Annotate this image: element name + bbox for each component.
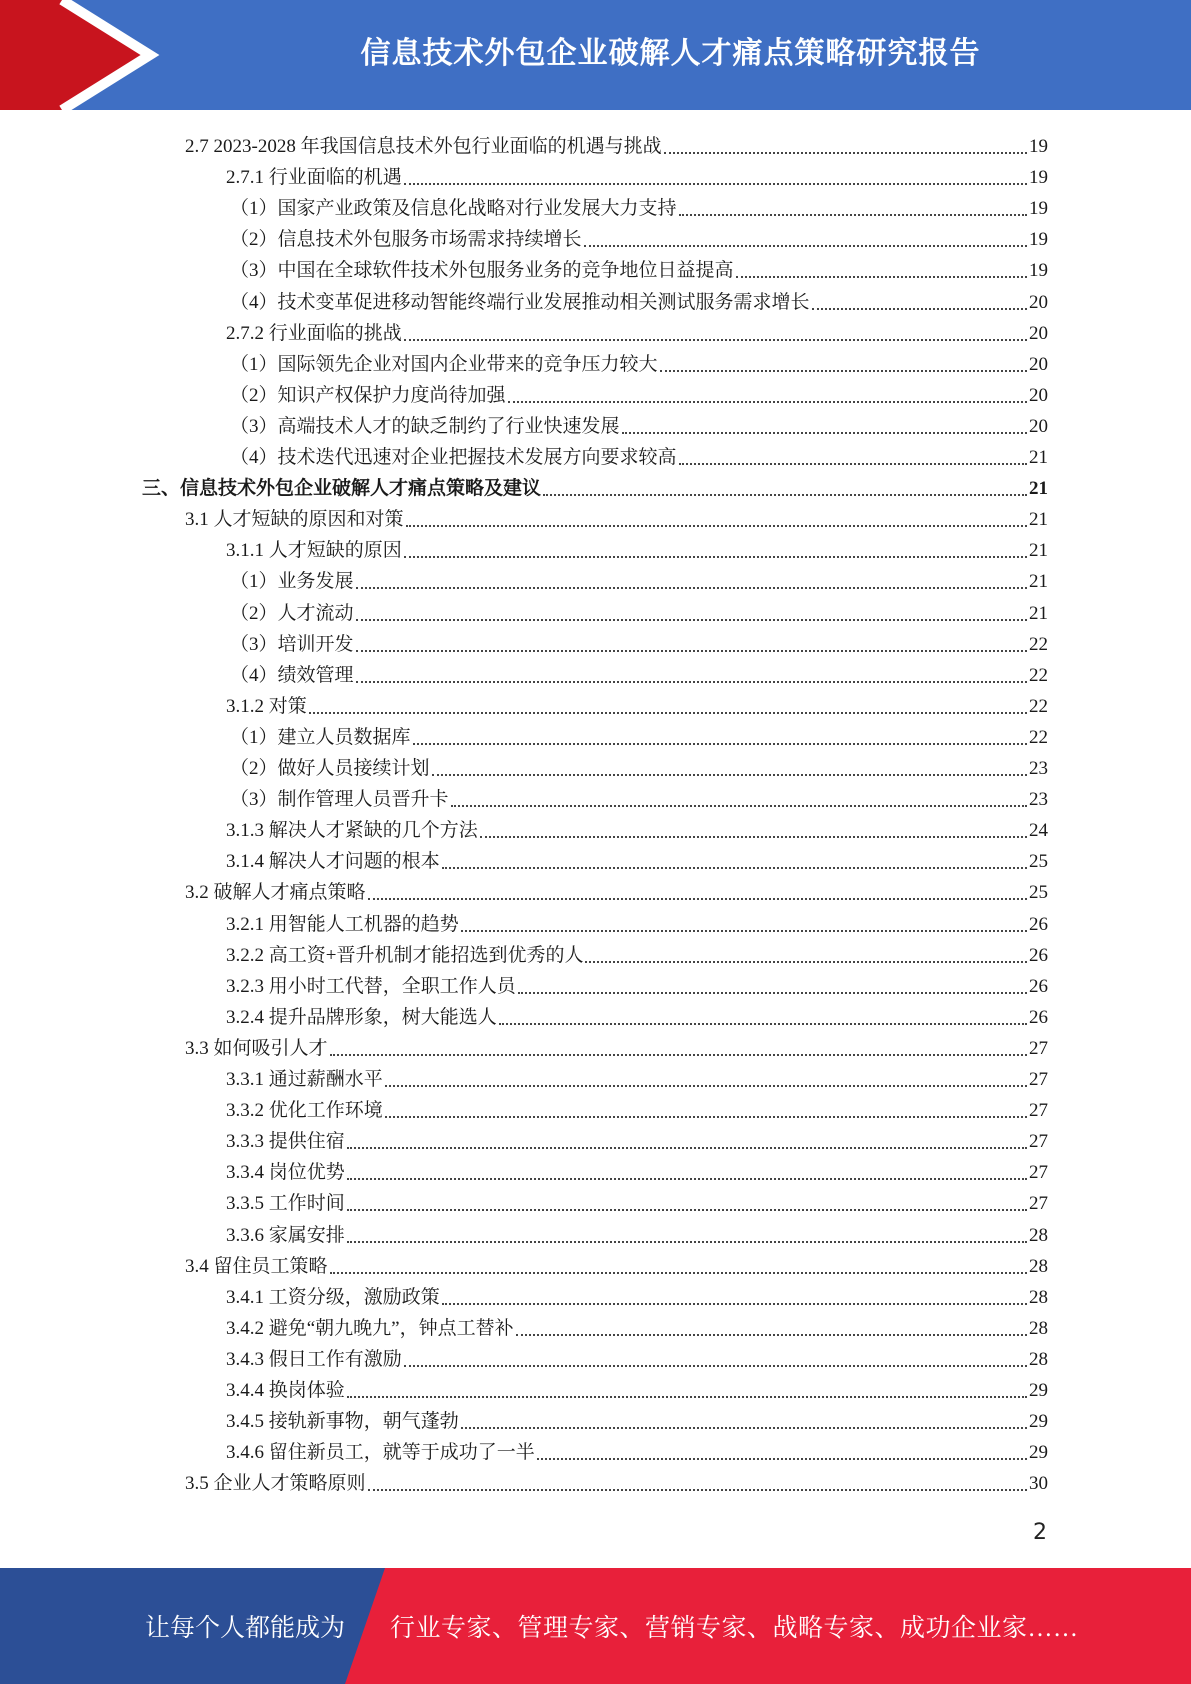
toc-entry[interactable] — [185, 873, 1048, 904]
toc-entry[interactable] — [226, 158, 1048, 189]
toc-entry-page: 21 — [1029, 602, 1048, 624]
toc-entry-label: 三、信息技术外包企业破解人才痛点策略及建议 — [142, 478, 542, 500]
toc-dot-leader — [404, 339, 1027, 341]
toc-entry-page: 26 — [1029, 913, 1048, 935]
toc-entry-page: 19 — [1029, 167, 1048, 189]
toc-entry[interactable] — [226, 1122, 1048, 1153]
toc-entry[interactable] — [230, 780, 1048, 811]
toc-entry[interactable] — [226, 1433, 1048, 1464]
toc-entry-label: 3.3.4 岗位优势 — [226, 1162, 345, 1184]
toc-entry-page: 28 — [1029, 1348, 1048, 1370]
toc-dot-leader — [385, 1085, 1027, 1087]
toc-dot-leader — [442, 867, 1027, 869]
toc-dot-leader — [404, 1365, 1027, 1367]
toc-entry[interactable] — [226, 314, 1048, 345]
toc-entry-label: 3.5 企业人才策略原则 — [185, 1473, 366, 1495]
toc-entry-label: （2）做好人员接续计划 — [230, 758, 430, 779]
toc-entry[interactable] — [226, 1402, 1048, 1433]
toc-entry-page: 27 — [1029, 1100, 1048, 1122]
toc-entry-label: （4）技术迭代迅速对企业把握技术发展方向要求较高 — [230, 447, 677, 468]
toc-entry-page: 23 — [1029, 789, 1048, 811]
toc-entry-page: 28 — [1029, 1286, 1048, 1308]
toc-entry[interactable] — [226, 967, 1048, 998]
toc-entry-label: 3.2.1 用智能人工机器的趋势 — [226, 913, 459, 935]
toc-entry-label: 3.3.2 优化工作环境 — [226, 1100, 383, 1122]
toc-entry-page: 29 — [1029, 1380, 1048, 1401]
toc-entry-label: （1）国际领先企业对国内企业带来的竞争压力较大 — [230, 353, 658, 375]
toc-dot-leader — [385, 1116, 1027, 1118]
toc-entry-label: （2）信息技术外包服务市场需求持续增长 — [230, 229, 582, 251]
toc-entry[interactable] — [226, 1309, 1048, 1340]
toc-entry-page: 30 — [1029, 1473, 1048, 1495]
toc-entry-page: 19 — [1029, 260, 1048, 282]
toc-entry-label: 3.2.3 用小时工代替，全职工作人员 — [226, 975, 516, 997]
toc-dot-leader — [584, 245, 1027, 247]
toc-entry[interactable] — [230, 407, 1048, 438]
toc-entry[interactable] — [230, 625, 1048, 656]
toc-entry-label: （3）培训开发 — [230, 633, 354, 655]
toc-dot-leader — [406, 525, 1027, 527]
page-footer — [0, 1568, 1191, 1684]
toc-entry[interactable] — [226, 1060, 1048, 1091]
toc-entry-label: 3.1.1 人才短缺的原因 — [226, 540, 402, 562]
toc-entry-label: 3.2.4 提升品牌形象，树大能选人 — [226, 1006, 497, 1028]
toc-entry-label: 3.4.1 工资分级，激励政策 — [226, 1286, 440, 1308]
toc-entry[interactable] — [230, 718, 1048, 749]
toc-entry-page: 21 — [1029, 540, 1048, 562]
toc-entry[interactable] — [226, 1091, 1048, 1122]
toc-entry[interactable] — [230, 189, 1048, 220]
toc-entry[interactable] — [230, 283, 1048, 314]
toc-entry[interactable] — [226, 842, 1048, 873]
toc-entry[interactable] — [230, 656, 1048, 687]
toc-dot-leader — [368, 898, 1027, 900]
toc-entry-label: 2.7.1 行业面临的机遇 — [226, 167, 402, 189]
toc-entry-page: 19 — [1029, 136, 1048, 157]
toc-dot-leader — [480, 836, 1027, 838]
toc-dot-leader — [537, 1458, 1027, 1460]
toc-entry[interactable] — [185, 1029, 1048, 1060]
toc-entry-page: 26 — [1029, 1006, 1048, 1028]
toc-entry[interactable] — [230, 594, 1048, 625]
toc-entry-label: （3）中国在全球软件技术外包服务业务的竞争地位日益提高 — [230, 260, 734, 282]
toc-entry-page: 28 — [1029, 1255, 1048, 1277]
toc-entry[interactable] — [226, 1216, 1048, 1247]
toc-entry-label: （3）制作管理人员晋升卡 — [230, 789, 449, 811]
toc-dot-leader — [812, 308, 1027, 310]
toc-dot-leader — [461, 1427, 1027, 1429]
toc-entry-page: 20 — [1029, 353, 1048, 375]
toc-dot-leader — [518, 992, 1027, 994]
toc-entry-page: 23 — [1029, 758, 1048, 779]
toc-dot-leader — [404, 183, 1027, 185]
toc-entry[interactable] — [226, 811, 1048, 842]
toc-entry[interactable] — [226, 1278, 1048, 1309]
toc-dot-leader — [356, 681, 1027, 683]
toc-entry-page: 19 — [1029, 229, 1048, 251]
document-title: 信息技术外包企业破解人才痛点策略研究报告 — [360, 36, 981, 71]
toc-entry-label: 3.4.6 留住新员工，就等于成功了一半 — [226, 1442, 535, 1464]
toc-entry-label: 3.3.5 工作时间 — [226, 1193, 345, 1215]
toc-entry-label: 3.4.5 接轨新事物，朝气蓬勃 — [226, 1411, 459, 1433]
toc-entry-page: 24 — [1029, 820, 1048, 842]
toc-dot-leader — [368, 1489, 1027, 1491]
toc-entry[interactable] — [230, 438, 1048, 469]
toc-entry-page: 21 — [1029, 571, 1048, 593]
toc-dot-leader — [499, 1023, 1027, 1025]
toc-dot-leader — [679, 463, 1027, 465]
toc-entry[interactable] — [142, 469, 1048, 500]
toc-entry[interactable] — [226, 1153, 1048, 1184]
toc-entry[interactable] — [226, 1371, 1048, 1402]
toc-dot-leader — [660, 370, 1027, 372]
toc-entry-label: 3.1.2 对策 — [226, 695, 307, 717]
toc-entry-page: 29 — [1029, 1411, 1048, 1433]
toc-entry-label: 3.4.4 换岗体验 — [226, 1380, 345, 1401]
toc-entry-label: 3.1 人才短缺的原因和对策 — [185, 509, 404, 531]
toc-entry-page: 28 — [1029, 1224, 1048, 1246]
toc-entry-label: （4）技术变革促进移动智能终端行业发展推动相关测试服务需求增长 — [230, 291, 810, 313]
toc-dot-leader — [356, 587, 1027, 589]
toc-entry-page: 20 — [1029, 322, 1048, 344]
toc-dot-leader — [356, 619, 1027, 621]
toc-dot-leader — [442, 1303, 1027, 1305]
toc-entry-page: 25 — [1029, 851, 1048, 873]
toc-entry-page: 22 — [1029, 695, 1048, 717]
toc-entry-label: 3.4.2 避免“朝九晚九”，钟点工替补 — [226, 1317, 514, 1339]
toc-entry-page: 27 — [1029, 1069, 1048, 1090]
toc-entry[interactable] — [230, 562, 1048, 593]
toc-entry[interactable] — [230, 251, 1048, 282]
footer-slogan-right: 行业专家、管理专家、营销专家、战略专家、成功企业家…… — [390, 1615, 1079, 1642]
toc-entry-label: 3.2.2 高工资+晋升机制才能招选到优秀的人 — [226, 944, 584, 966]
toc-entry[interactable] — [226, 936, 1048, 967]
toc-entry-label: 3.3.1 通过薪酬水平 — [226, 1069, 383, 1090]
toc-entry[interactable] — [226, 1340, 1048, 1371]
toc-entry-label: 3.3 如何吸引人才 — [185, 1037, 328, 1059]
toc-dot-leader — [330, 1272, 1027, 1274]
toc-entry-label: （2）人才流动 — [230, 602, 354, 624]
toc-dot-leader — [347, 1209, 1027, 1211]
toc-entry-label: 3.1.3 解决人才紧缺的几个方法 — [226, 820, 478, 842]
toc-dot-leader — [356, 650, 1027, 652]
toc-dot-leader — [451, 805, 1027, 807]
toc-entry-page: 26 — [1029, 975, 1048, 997]
toc-entry[interactable] — [185, 500, 1048, 531]
toc-entry-page: 20 — [1029, 415, 1048, 437]
toc-dot-leader — [309, 712, 1027, 714]
toc-entry-page: 19 — [1029, 198, 1048, 220]
toc-dot-leader — [508, 401, 1027, 403]
toc-entry-label: （4）绩效管理 — [230, 664, 354, 686]
toc-entry[interactable] — [226, 905, 1048, 936]
toc-dot-leader — [347, 1241, 1027, 1243]
toc-entry-page: 20 — [1029, 291, 1048, 313]
toc-entry-label: （1）业务发展 — [230, 571, 354, 593]
page-header — [0, 0, 1191, 110]
toc-dot-leader — [516, 1334, 1027, 1336]
footer-slogan-left: 让每个人都能成为 — [144, 1615, 345, 1642]
toc-entry[interactable] — [230, 345, 1048, 376]
toc-entry[interactable] — [185, 1247, 1048, 1278]
toc-entry-label: 2.7 2023-2028 年我国信息技术外包行业面临的机遇与挑战 — [185, 136, 662, 157]
toc-dot-leader — [330, 1054, 1027, 1056]
toc-entry-page: 27 — [1029, 1037, 1048, 1059]
toc-entry-label: 3.2 破解人才痛点策略 — [185, 882, 366, 904]
toc-dot-leader — [461, 930, 1027, 932]
toc-dot-leader — [736, 276, 1027, 278]
toc-entry-page: 20 — [1029, 384, 1048, 406]
toc-entry-page: 25 — [1029, 882, 1048, 904]
toc-dot-leader — [404, 556, 1027, 558]
toc-entry-label: 3.3.3 提供住宿 — [226, 1131, 345, 1153]
toc-entry-label: （1）国家产业政策及信息化战略对行业发展大力支持 — [230, 198, 677, 220]
toc-entry-page: 26 — [1029, 944, 1048, 966]
toc-dot-leader — [432, 774, 1027, 776]
toc-dot-leader — [347, 1396, 1027, 1398]
toc-entry[interactable] — [226, 998, 1048, 1029]
toc-entry-page: 27 — [1029, 1162, 1048, 1184]
toc-entry-page: 27 — [1029, 1131, 1048, 1153]
toc-entry-label: （3）高端技术人才的缺乏制约了行业快速发展 — [230, 415, 620, 437]
toc-entry-page: 29 — [1029, 1442, 1048, 1464]
toc-entry-label: 3.3.6 家属安排 — [226, 1224, 345, 1246]
toc-entry-label: 3.4.3 假日工作有激励 — [226, 1348, 402, 1370]
toc-entry[interactable] — [226, 1184, 1048, 1215]
toc-entry[interactable] — [185, 1464, 1048, 1495]
toc-dot-leader — [413, 743, 1027, 745]
toc-entry-page: 22 — [1029, 633, 1048, 655]
toc-entry-page: 21 — [1029, 447, 1048, 468]
toc-dot-leader — [347, 1178, 1027, 1180]
toc-dot-leader — [664, 152, 1027, 154]
toc-entry-page: 27 — [1029, 1193, 1048, 1215]
toc-dot-leader — [622, 432, 1027, 434]
toc-entry[interactable] — [230, 376, 1048, 407]
toc-dot-leader — [679, 214, 1027, 216]
toc-entry[interactable] — [230, 220, 1048, 251]
page-number: 2 — [1033, 1520, 1047, 1545]
toc-entry-page: 22 — [1029, 726, 1048, 748]
toc-dot-leader — [543, 494, 1027, 496]
toc-entry-page: 21 — [1029, 509, 1048, 531]
toc-entry[interactable] — [226, 531, 1048, 562]
toc-entry-page: 28 — [1029, 1317, 1048, 1339]
toc-dot-leader — [347, 1147, 1027, 1149]
toc-dot-leader — [585, 961, 1027, 963]
toc-entry[interactable] — [226, 687, 1048, 718]
toc-entry-label: 2.7.2 行业面临的挑战 — [226, 322, 402, 344]
toc-entry-page: 21 — [1029, 478, 1048, 500]
toc-entry[interactable] — [185, 127, 1048, 158]
toc-entry-label: （2）知识产权保护力度尚待加强 — [230, 384, 506, 406]
toc-entry-label: 3.4 留住员工策略 — [185, 1255, 328, 1277]
toc-entry-label: 3.1.4 解决人才问题的根本 — [226, 851, 440, 873]
toc-entry[interactable] — [230, 749, 1048, 780]
toc-entry-page: 22 — [1029, 664, 1048, 686]
toc-entry-label: （1）建立人员数据库 — [230, 726, 411, 748]
